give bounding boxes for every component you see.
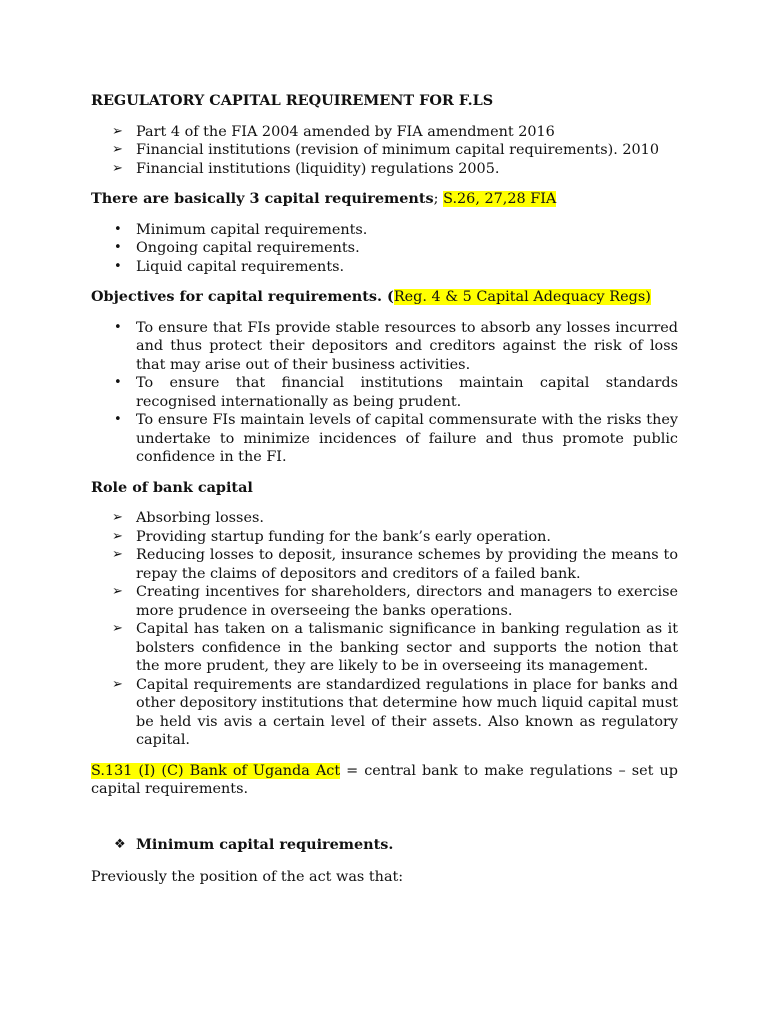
list-item <box>91 239 678 258</box>
list-item-text: Capital has taken on a talismanic significance in banking regulation as it bolsters confidence in the banking sector and supports the notion that the more prudent, they are likely to be in overseeing its management. <box>136 621 678 674</box>
list-item <box>91 546 678 583</box>
basic-requirements-list <box>91 221 678 277</box>
list-item <box>91 620 678 676</box>
diamond-bullet-icon: ❖ <box>114 836 126 852</box>
list-item-text: Reducing losses to deposit, insurance schemes by providing the means to repay the claims of depositors and creditors of a failed bank. <box>136 547 678 582</box>
basic-requirements-lead: There are basically 3 capital requirements <box>91 190 434 207</box>
arrow-bullet-icon: ➢ <box>112 142 123 157</box>
list-item <box>91 319 678 375</box>
list-item-text: Financial institutions (liquidity) regulations 2005. <box>136 160 500 177</box>
dot-bullet-icon: • <box>114 258 122 274</box>
basic-requirements-sep: ; <box>433 191 444 207</box>
list-item <box>91 374 678 411</box>
laws-list <box>91 123 678 179</box>
list-item <box>91 141 678 160</box>
list-item <box>91 160 678 179</box>
arrow-bullet-icon: ➢ <box>112 584 123 599</box>
list-item <box>91 583 678 620</box>
dot-bullet-icon: • <box>114 412 122 427</box>
list-item-text: To ensure that financial institutions maintain capital standards recognised internationally as being prudent. <box>136 375 678 410</box>
arrow-bullet-icon: ➢ <box>112 547 123 562</box>
bou-act-text: = central bank to make regulations – set up capital requirements. <box>91 762 678 797</box>
list-item <box>91 123 678 142</box>
bou-act-ref: S.131 (I) (C) Bank of Uganda Act <box>91 762 341 779</box>
basic-requirements-ref: S.26, 27,28 FIA <box>443 191 557 207</box>
list-item-text: Creating incentives for shareholders, directors and managers to exercise more prudence in overseeing the banks operations. <box>136 584 678 619</box>
document-title: REGULATORY CAPITAL REQUIREMENT FOR F.LS <box>91 92 494 109</box>
list-item <box>91 509 678 528</box>
arrow-bullet-icon: ➢ <box>112 510 123 525</box>
list-item-text: Ongoing capital requirements. <box>136 240 360 256</box>
dot-bullet-icon: • <box>114 319 122 335</box>
dot-bullet-icon: • <box>114 375 122 390</box>
objectives-heading <box>91 288 678 307</box>
objectives-list <box>91 319 678 467</box>
arrow-bullet-icon: ➢ <box>112 160 123 176</box>
role-list <box>91 509 678 750</box>
list-item <box>91 528 678 547</box>
dot-bullet-icon: • <box>114 221 122 237</box>
list-item <box>91 258 678 277</box>
list-item-text: Minimum capital requirements. <box>136 221 368 238</box>
arrow-bullet-icon: ➢ <box>112 123 123 139</box>
arrow-bullet-icon: ➢ <box>112 528 123 544</box>
objectives-ref: Reg. 4 & 5 Capital Adequacy Regs) <box>393 289 651 305</box>
role-heading: Role of bank capital <box>91 478 253 496</box>
list-item-text: To ensure that FIs provide stable resources to absorb any losses incurred and thus protect their depositors and creditors against the risk of loss that may arise out of their business activities. <box>136 319 678 373</box>
list-item-text: Part 4 of the FIA 2004 amended by FIA amendment 2016 <box>136 123 555 140</box>
list-item <box>91 676 678 750</box>
list-item-text: To ensure FIs maintain levels of capital commensurate with the risks they undertake to minimize incidences of failure and thus promote public confidence in the FI. <box>136 412 678 465</box>
dot-bullet-icon: • <box>114 240 122 255</box>
arrow-bullet-icon: ➢ <box>112 621 123 636</box>
list-item-text: Absorbing losses. <box>136 510 264 526</box>
bou-act-paragraph <box>91 762 678 799</box>
list-item-text: Financial institutions (revision of minimum capital requirements). 2010 <box>136 142 659 158</box>
list-item-text: Capital requirements are standardized regulations in place for banks and other depository institutions that determine how much liquid capital must be held vis avis a certain level of their assets. Also known as regulatory capital. <box>136 676 678 748</box>
list-item <box>91 411 678 467</box>
basic-requirements-heading <box>91 190 678 209</box>
list-item-text: Providing startup funding for the bank’s early operation. <box>136 528 551 545</box>
minimum-capital-heading <box>91 836 678 855</box>
list-item <box>91 221 678 240</box>
list-item-text: Liquid capital requirements. <box>136 258 345 275</box>
arrow-bullet-icon: ➢ <box>112 676 123 692</box>
minimum-capital-intro: Previously the position of the act was that: <box>91 869 404 886</box>
objectives-lead: Objectives for capital requirements. ( <box>91 288 394 305</box>
minimum-capital-heading-text: Minimum capital requirements. <box>136 835 394 853</box>
